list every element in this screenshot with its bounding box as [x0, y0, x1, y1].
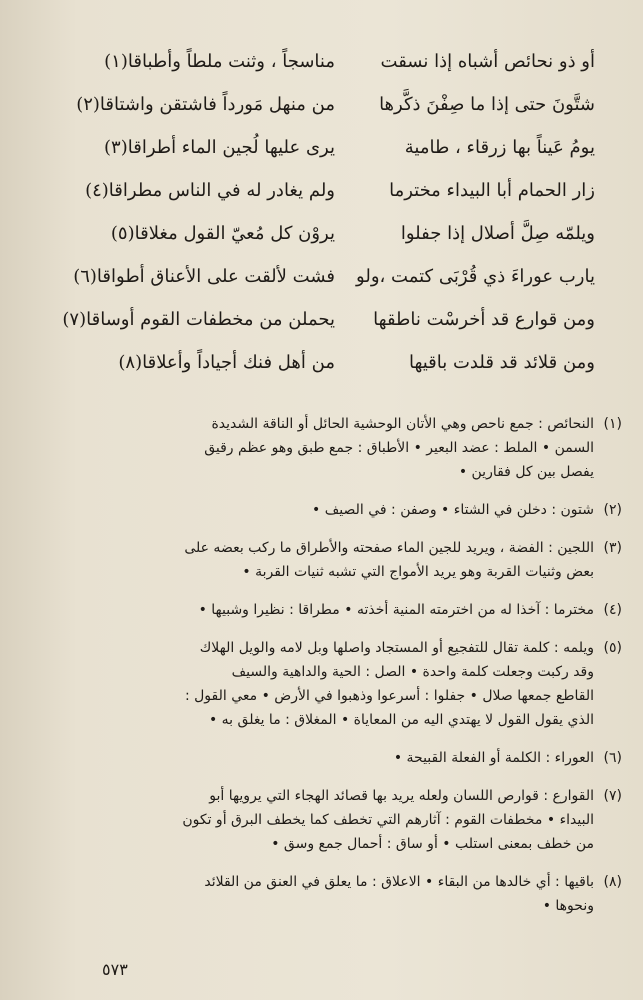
footnote-text — [30, 784, 594, 856]
footnote-line: باقيها : أي خالدها من البقاء • الاعلاق : ما يعلق في العنق من القلائد — [204, 874, 594, 890]
verse-first-hemistich: يارب عوراءَ ذي قُرْبَى كتمت ،ولو — [356, 265, 595, 287]
footnote-line: شتون : دخلن في الشتاء • وصفن : في الصيف • — [312, 502, 594, 518]
footnote — [30, 598, 622, 622]
verse-second-hemistich: يروْن كل مُعيّ القول مغلاقا(٥) — [110, 222, 335, 244]
verse-first-hemistich: زار الحمام أبا البيداء مخترما — [389, 179, 595, 201]
verse-second-hemistich: من منهل مَورداً فاشتقن واشتاقا(٢) — [76, 93, 335, 115]
footnote — [30, 498, 622, 522]
verse — [95, 126, 595, 169]
footnote — [30, 784, 622, 856]
verse-first-hemistich: يومُ عَيناً بها زرقاء ، طامية — [404, 136, 595, 158]
page-number: ٥٧٣ — [102, 960, 128, 979]
verse-first-hemistich: ومن قلائد قد قلدت باقيها — [408, 351, 595, 373]
verse — [95, 212, 595, 255]
verse — [95, 40, 595, 83]
footnote — [30, 636, 622, 732]
footnote-text — [30, 536, 594, 584]
footnote — [30, 870, 622, 918]
verse-second-hemistich: يحملن من مخطفات القوم أوساقا(٧) — [62, 308, 335, 330]
footnote-line: مخترما : آخذا له من اخترمته المنية أخذته • مطراقا : نظيرا وشبيها • — [198, 602, 594, 618]
footnote-line: ونحوها • — [542, 898, 594, 914]
verse-first-hemistich: ويلمّه صِلَّ أصلال إذا جفلوا — [400, 222, 595, 244]
footnote-number: (٤) — [603, 602, 622, 618]
verse-first-hemistich: ومن قوارع قد أخرسْت ناطقها — [373, 308, 595, 330]
footnote-text — [30, 498, 594, 522]
footnote — [30, 746, 622, 770]
footnote-line: اللجين : الفضة ، ويريد للجين الماء صفحته والأطراق ما ركب بعضه على — [184, 540, 594, 556]
footnote-line: من خطف بمعنى استلب • أو ساق : أحمال جمع وسق • — [271, 836, 594, 852]
footnote-line: السمن • الملط : عضد البعير • الأطباق : جمع طبق وهو عظم رقيق — [204, 440, 594, 456]
footnote — [30, 536, 622, 584]
verse-first-hemistich: أو ذو نحائص أشباه إذا نسقت — [380, 50, 595, 72]
footnote-line: النحائص : جمع ناحص وهي الأتان الوحشية الحائل أو الناقة الشديدة — [211, 416, 594, 432]
footnote-number: (١) — [603, 416, 622, 432]
verse — [62, 298, 595, 341]
verse — [85, 169, 595, 212]
verse — [76, 83, 595, 126]
footnote-number: (٧) — [603, 788, 622, 804]
footnote-line: القوارع : قوارص اللسان ولعله يريد بها قصائد الهجاء التي يرويها أبو — [209, 788, 594, 804]
verse-second-hemistich: ولم يغادر له في الناس مطراقا(٤) — [85, 179, 335, 201]
footnotes-block — [30, 412, 622, 932]
footnote-text — [30, 746, 594, 770]
footnote-number: (٢) — [603, 502, 622, 518]
footnote-number: (٥) — [603, 640, 622, 656]
poem-block — [62, 40, 595, 385]
footnote-number: (٦) — [603, 750, 622, 766]
footnote-line: الذي يقول القول لا يهتدي اليه من المعاياة • المغلاق : ما يغلق به • — [208, 712, 594, 728]
footnote-line: بعض وثنيات القربة وهو يريد الأمواج التي تشبه ثنيات القربة • — [242, 564, 594, 580]
verse — [95, 341, 595, 384]
verse-second-hemistich: مناسجاً ، وثنت ملطاً وأطباقا(١) — [104, 50, 335, 72]
footnote-text — [30, 636, 594, 732]
footnote — [30, 412, 622, 484]
verse-second-hemistich: يرى عليها لُجين الماء أطراقا(٣) — [104, 136, 335, 158]
footnote-number: (٨) — [603, 874, 622, 890]
verse-second-hemistich: من أهل فنك أجياداً وأعلاقا(٨) — [118, 351, 335, 373]
footnote-line: يفصل بين كل فقارين • — [458, 464, 594, 480]
footnote-line: البيداء • مخطفات القوم : آثارهم التي تخطف كما يخطف البرق أو تكون — [182, 812, 594, 828]
verse — [73, 255, 595, 298]
verse-first-hemistich: شتَّونَ حتى إذا ما صِفْنَ ذكَّرها — [379, 93, 595, 115]
footnote-text — [30, 870, 594, 918]
footnote-line: ويلمه : كلمة تقال للتفجيع أو المستجاد واصلها وبل لامه والويل الهلاك — [199, 640, 594, 656]
footnote-line: القاطع جمعها صلال • جفلوا : أسرعوا وذهبوا في الأرض • معي القول : — [184, 688, 594, 704]
footnote-text — [30, 598, 594, 622]
footnote-line: وقد ركبت وجعلت كلمة واحدة • الصل : الحية والداهية والسيف — [231, 664, 594, 680]
footnote-number: (٣) — [603, 540, 622, 556]
verse-second-hemistich: فشت لألقت على الأعناق أطواقا(٦) — [73, 265, 335, 287]
footnote-text — [30, 412, 594, 484]
footnote-line: العوراء : الكلمة أو الفعلة القبيحة • — [393, 750, 594, 766]
